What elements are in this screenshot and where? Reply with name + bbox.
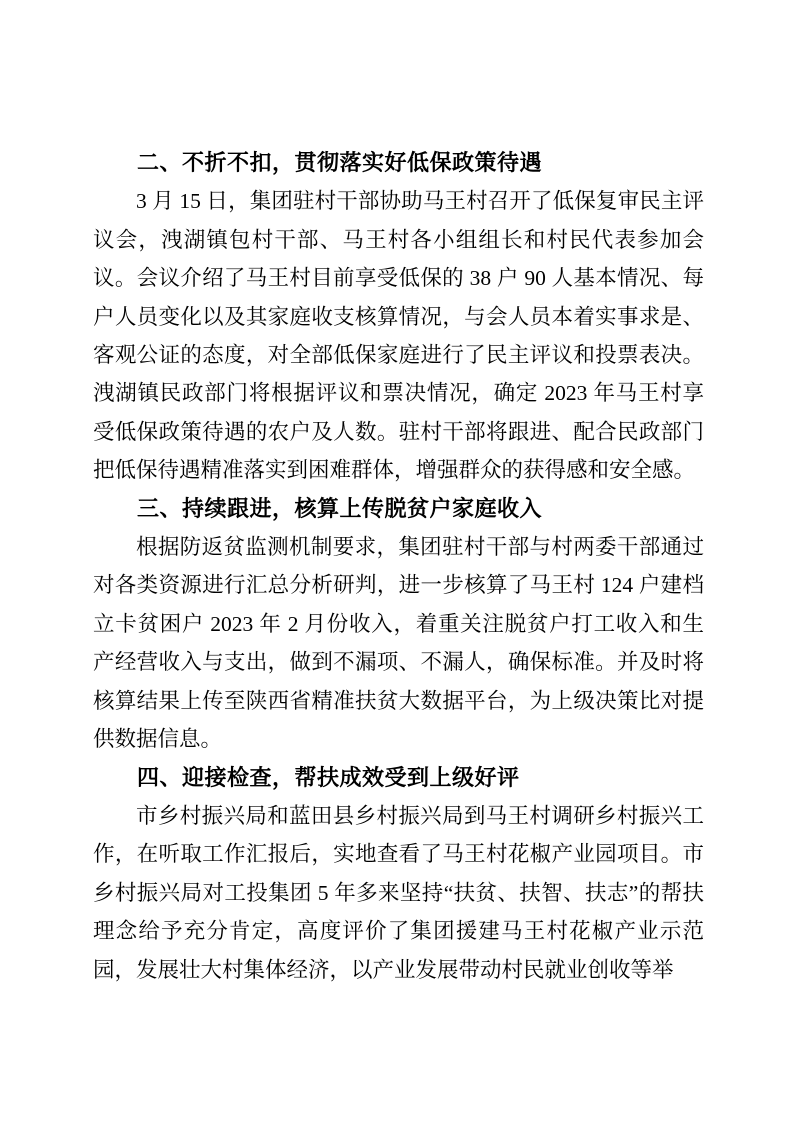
paragraph: 根据防返贫监测机制要求，集团驻村干部与村两委干部通过对各类资源进行汇总分析研判，进一步核算了马王村 124 户建档立卡贫困户 2023 年 2 月份收入，着重关注脱贫户打工收入和生产经营收入与支出，做到不漏项、不漏人，确保标准。并及时将核算结果上传至陕西省精准扶贫大数据平台，为上级决策比对提供数据信息。 [93, 535, 704, 752]
section-heading: 二、不折不扣，贯彻落实好低保政策待遇 [137, 150, 543, 175]
section-heading: 三、持续跟进，核算上传脱贫户家庭收入 [137, 495, 543, 521]
section-heading: 四、迎接检查，帮扶成效受到上级好评 [137, 764, 520, 790]
paragraph: 市乡村振兴局和蓝田县乡村振兴局到马王村调研乡村振兴工作，在听取工作汇报后，实地查看了马王村花椒产业园项目。市乡村振兴局对工投集团 5 年多来坚持“扶贫、扶智、扶志”的帮扶理念给予充分肯定，高度评价了集团援建马王村花椒产业示范园，发展壮大村集体经济，以产业发展带动村民就业创收等举 [93, 803, 704, 982]
section-3-income-verification [93, 490, 704, 759]
section-2-low-income-policy [93, 144, 704, 490]
paragraph: 3 月 15 日，集团驻村干部协助马王村召开了低保复审民主评议会，洩湖镇包村干部、马王村各小组组长和村民代表参加会议。会议介绍了马王村目前享受低保的 38 户 90 人基本情况、每户人员变化以及其家庭收支核算情况，与会人员本着实事求是、客观公证的态度，对全部低保家庭进行了民主评议和投票表决。洩湖镇民政部门将根据评议和票决情况，确定 2023 年马王村享受低保政策待遇的农户及人数。驻村干部将跟进、配合民政部门把低保待遇精准落实到困难群体，增强群众的获得感和安全感。 [93, 189, 704, 483]
section-4-inspection-praise [93, 759, 704, 989]
